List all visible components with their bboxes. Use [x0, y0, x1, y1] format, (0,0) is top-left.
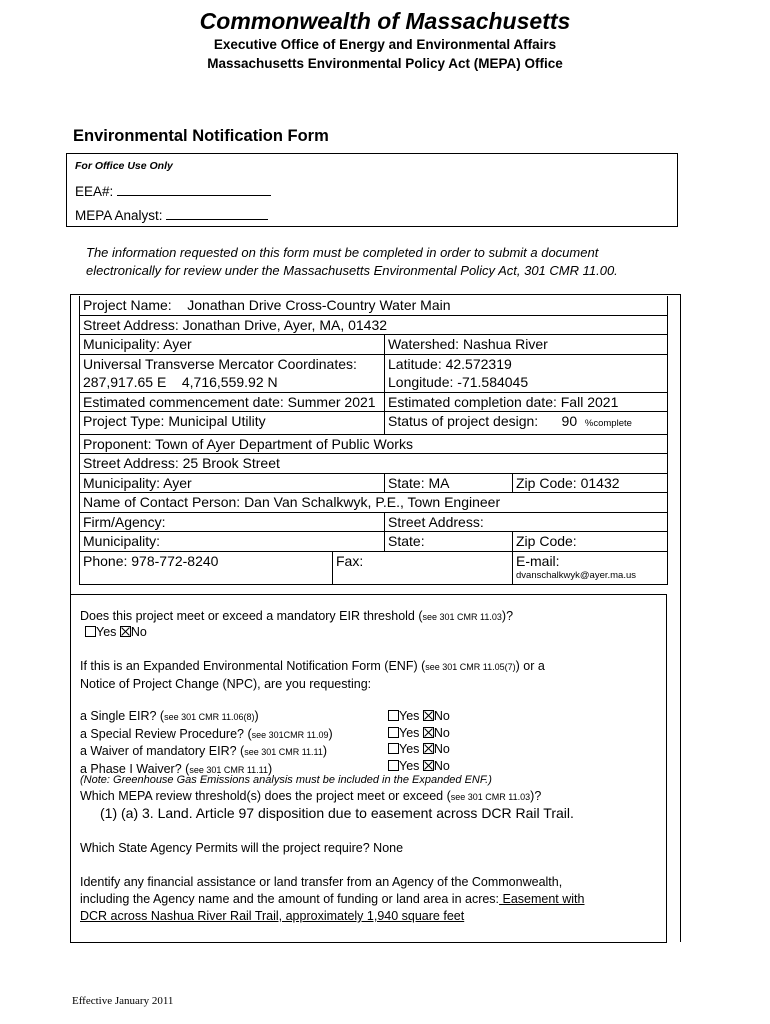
email-cell[interactable]: E-mail: dvanschalkwyk@ayer.ma.us [513, 551, 668, 585]
project-info-table [79, 296, 668, 585]
completion-date-cell[interactable]: Estimated completion date: Fall 2021 [385, 392, 668, 412]
financial-assistance-question[interactable]: Identify any financial assistance or land transfer from an Agency of the Commonwealth, including the Agency name and the amount of funding or land area in acres: Easement with DCR across Nashua River Rail Trail, approximately 1,940 square feet [80, 874, 665, 925]
utm-values: 287,917.65 E 4,716,559.92 N [83, 374, 278, 390]
special-review-yes-checkbox[interactable] [388, 727, 399, 738]
eir-no-checkbox[interactable] [120, 626, 131, 637]
commencement-date-cell[interactable]: Estimated commencement date: Summer 2021 [80, 392, 385, 412]
form-title: Environmental Notification Form [73, 127, 329, 145]
footer-effective-date: Effective January 2011 [72, 995, 174, 1007]
eir-yes-checkbox[interactable] [85, 626, 96, 637]
phase-waiver-yes-checkbox[interactable] [388, 760, 399, 771]
municipality-cell[interactable]: Municipality: Ayer [80, 335, 385, 355]
phone-cell[interactable]: Phone: 978-772-8240 [80, 551, 333, 585]
threshold-answer[interactable]: (1) (a) 3. Land. Article 97 disposition due to easement across DCR Rail Trail. [100, 805, 574, 821]
page-title: Commonwealth of Massachusetts [199, 8, 571, 34]
waiver-no-checkbox[interactable] [423, 743, 434, 754]
longitude: Longitude: -71.584045 [388, 374, 529, 390]
phase-waiver-label: a Phase I Waiver? (see 301 CMR 11.11) [80, 761, 273, 776]
proponent-cell[interactable]: Proponent: Town of Ayer Department of Public Works [80, 434, 668, 454]
proponent-street-cell[interactable]: Street Address: 25 Brook Street [80, 454, 668, 474]
design-status-value: 90 [561, 413, 578, 429]
single-eir-label: a Single EIR? (see 301 CMR 11.06(8)) [80, 709, 259, 723]
waiver-label: a Waiver of mandatory EIR? (see 301 CMR 11.11) [80, 744, 328, 758]
watershed-cell[interactable]: Watershed: Nashua River [385, 335, 668, 355]
phase-waiver-no-checkbox[interactable] [423, 760, 434, 771]
single-eir-no-checkbox[interactable] [423, 710, 434, 721]
firm-state-cell[interactable]: State: [385, 532, 513, 552]
project-name-cell[interactable]: Project Name: Jonathan Drive Cross-Country Water Main [80, 296, 668, 315]
office-use-label: For Office Use Only [75, 160, 173, 172]
firm-agency-cell[interactable]: Firm/Agency: [80, 512, 385, 532]
office-line: Massachusetts Environmental Policy Act (MEPA) Office [207, 56, 563, 71]
proponent-state-cell[interactable]: State: MA [385, 473, 513, 493]
single-eir-yes-checkbox[interactable] [388, 710, 399, 721]
firm-zip-cell[interactable]: Zip Code: [513, 532, 668, 552]
eir-threshold-question: Does this project meet or exceed a mandatory EIR threshold (see 301 CMR 11.03)? [80, 609, 514, 623]
agency-line: Executive Office of Energy and Environmental Affairs [213, 37, 557, 52]
project-name-value: Jonathan Drive Cross-Country Water Main [187, 297, 451, 313]
permits-question[interactable]: Which State Agency Permits will the project require? None [80, 841, 404, 855]
utm-cell[interactable]: Universal Transverse Mercator Coordinates: 287,917.65 E 4,716,559.92 N [80, 354, 385, 392]
financial-answer-part2: DCR across Nashua River Rail Trail, approximately 1,940 square feet [80, 909, 465, 923]
design-status-cell[interactable]: Status of project design: 90 %complete [385, 412, 668, 435]
lat-long-cell[interactable] [385, 354, 668, 392]
special-review-no-checkbox[interactable] [423, 727, 434, 738]
project-type-cell[interactable]: Project Type: Municipal Utility [80, 412, 385, 435]
eir-threshold-answer: Yes No [85, 625, 147, 639]
email-value: dvanschalkwyk@ayer.ma.us [516, 570, 636, 581]
street-address-cell[interactable]: Street Address: Jonathan Drive, Ayer, MA, 01432 [80, 315, 668, 335]
proponent-municipality-cell[interactable]: Municipality: Ayer [80, 473, 385, 493]
proponent-zip-cell[interactable]: Zip Code: 01432 [513, 473, 668, 493]
ghg-note: (Note: Greenhouse Gas Emissions analysis must be included in the Expanded ENF.) [80, 774, 492, 786]
latitude: Latitude: 42.572319 [388, 355, 512, 372]
eea-number-field[interactable] [117, 181, 271, 196]
eea-number-row [75, 181, 271, 199]
eea-label: EEA#: [75, 184, 114, 199]
contact-person-cell[interactable]: Name of Contact Person: Dan Van Schalkwyk, P.E., Town Engineer [80, 493, 668, 513]
analyst-row [75, 205, 268, 223]
analyst-field[interactable] [166, 205, 268, 220]
enf-options-labels [80, 708, 333, 778]
enf-question: If this is an Expanded Environmental Notification Form (ENF) (see 301 CMR 11.05(7)) or a Notice of Project Change (NPC), are you requesting: [80, 659, 545, 691]
enf-options-answers: Yes No Yes No Yes No Yes No [388, 708, 450, 774]
financial-answer-part1: Easement with [499, 892, 585, 906]
special-review-label: a Special Review Procedure? (see 301CMR 11.09) [80, 726, 333, 741]
fax-cell[interactable]: Fax: [333, 551, 513, 585]
waiver-yes-checkbox[interactable] [388, 743, 399, 754]
office-use-box [66, 153, 678, 227]
firm-street-cell[interactable]: Street Address: [385, 512, 668, 532]
intro-text: The information requested on this form must be completed in order to submit a document electronically for review under the Massachusetts Environmental Policy Act, 301 CMR 11.00. [86, 245, 618, 278]
threshold-question: Which MEPA review threshold(s) does the project meet or exceed (see 301 CMR 11.03)? [80, 789, 542, 803]
analyst-label: MEPA Analyst: [75, 208, 163, 223]
firm-municipality-cell[interactable]: Municipality: [80, 532, 385, 552]
